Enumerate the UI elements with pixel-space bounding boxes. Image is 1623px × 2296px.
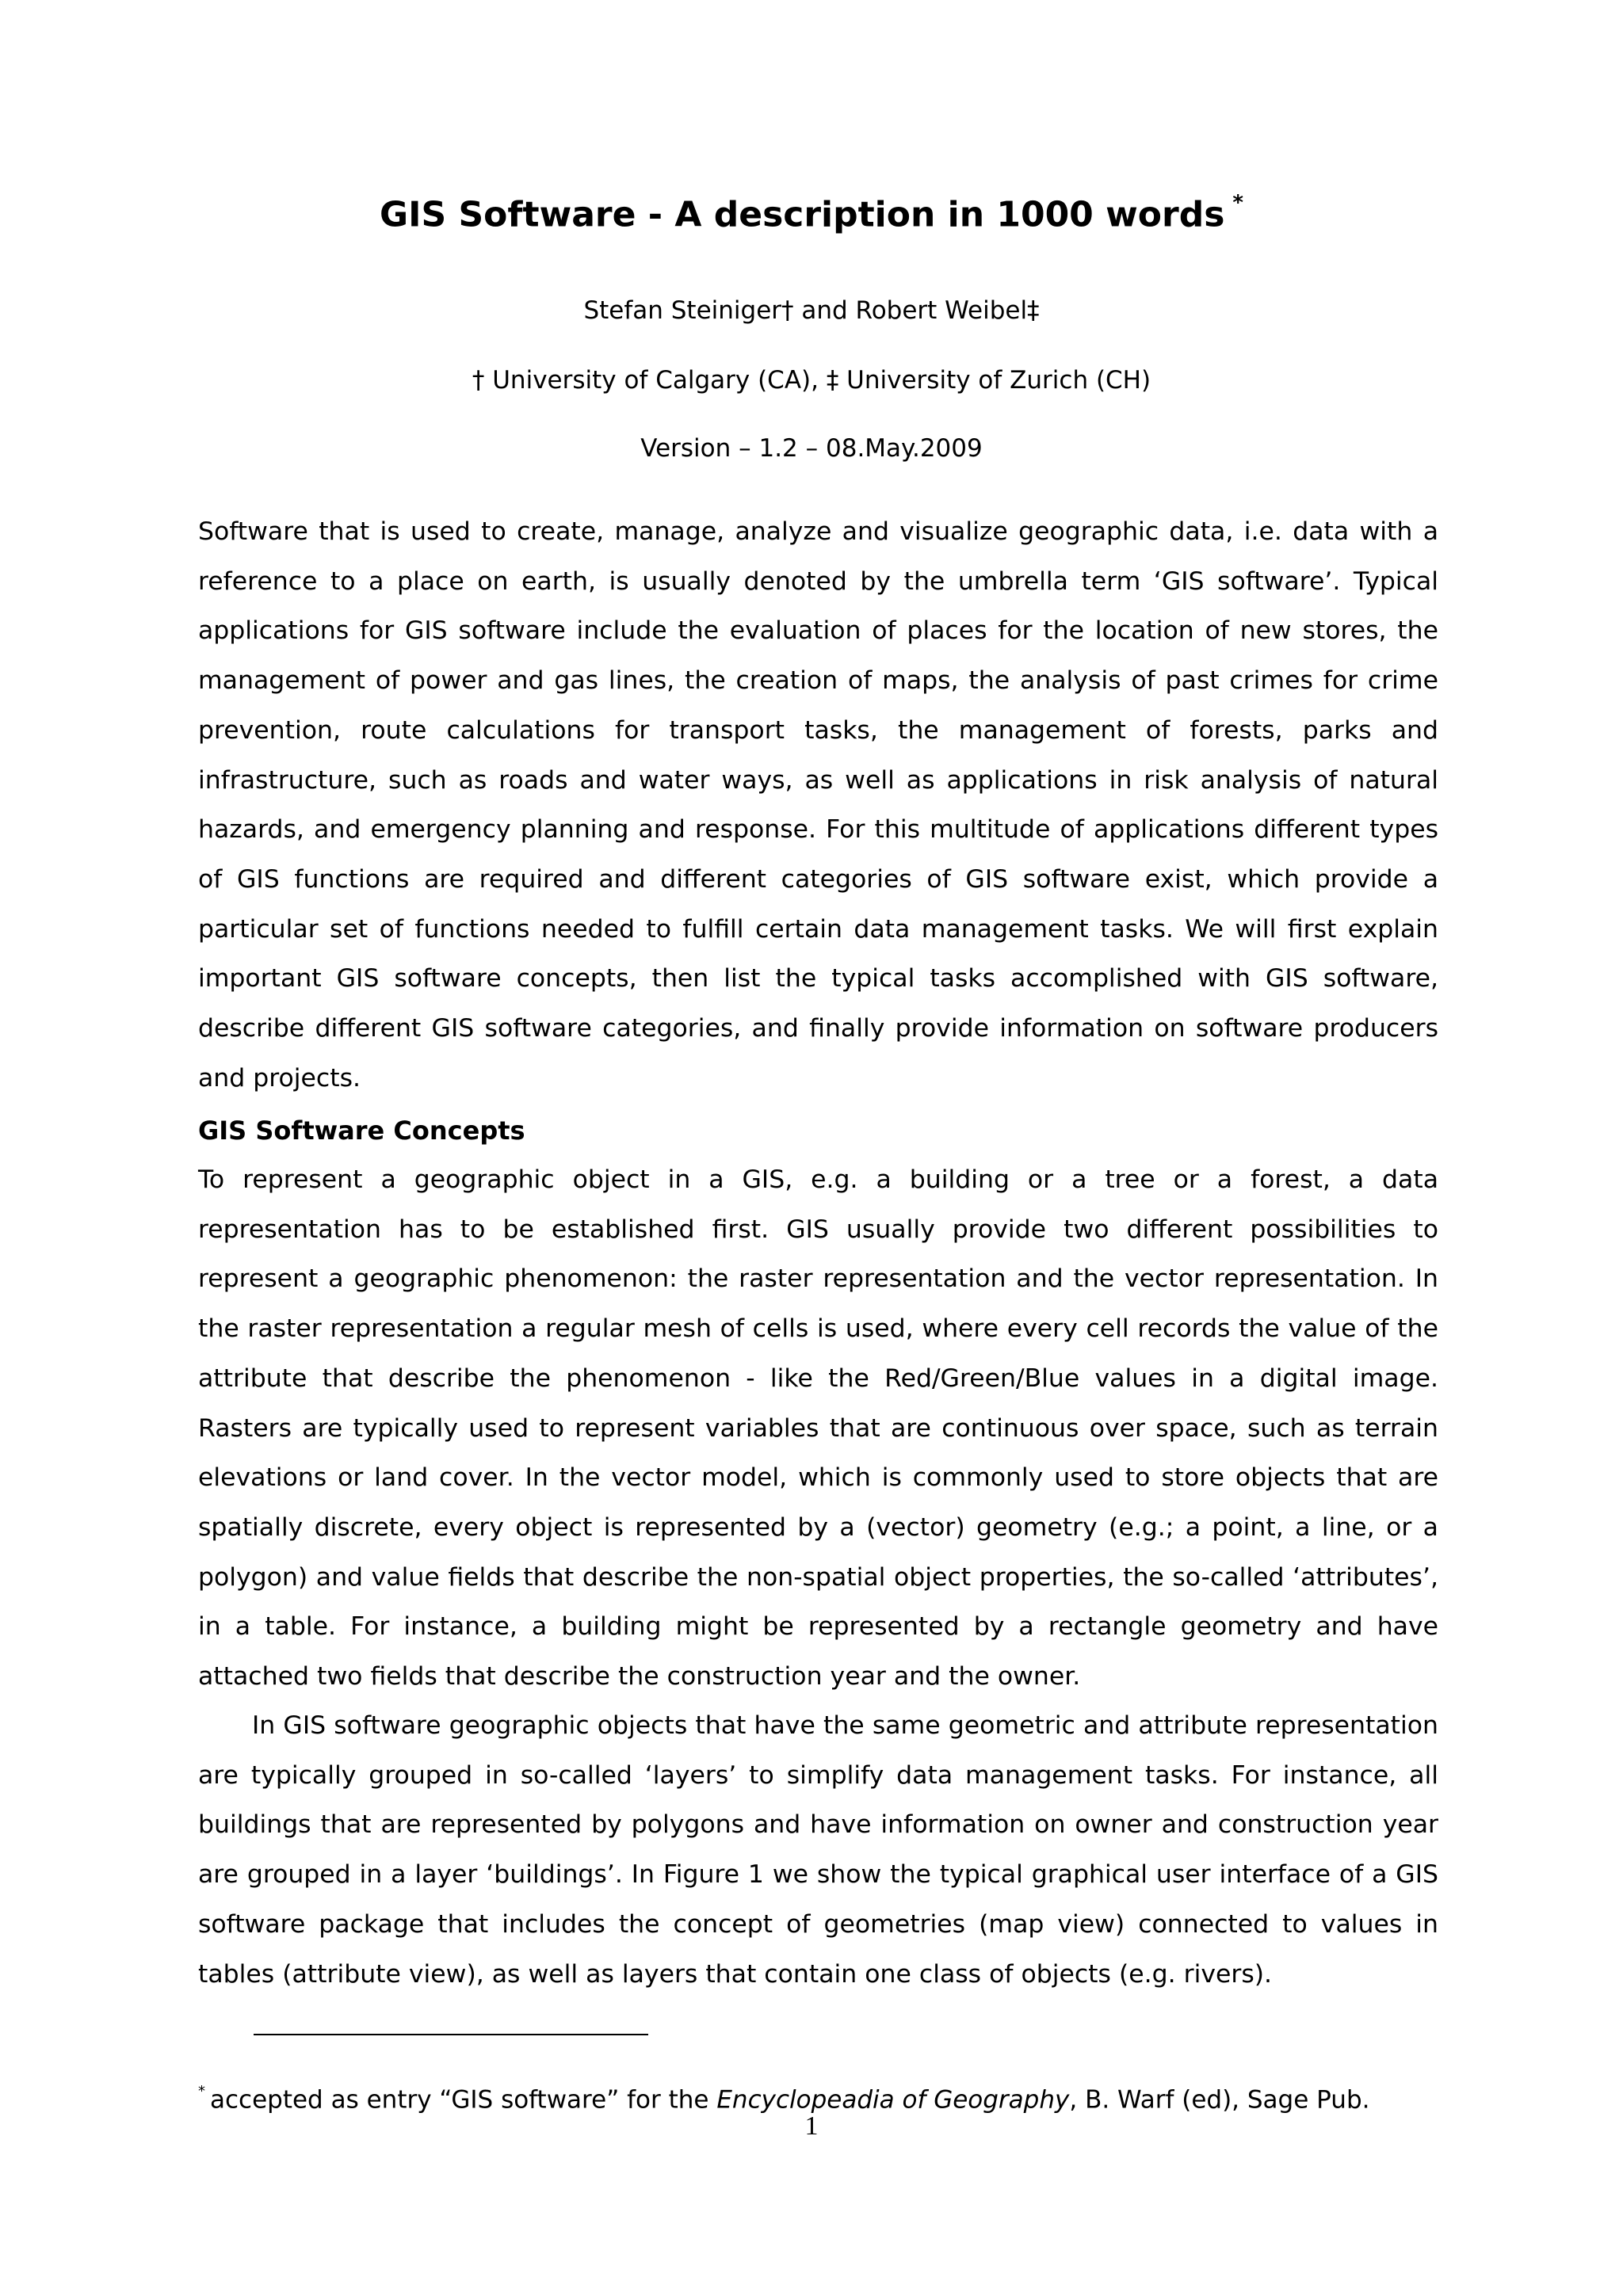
footnote-italic-title: Encyclopeadia of Geography (716, 2085, 1070, 2115)
footnote-marker: * (198, 2083, 205, 2100)
paper-title (0, 184, 1623, 239)
page-number: 1 (804, 2111, 819, 2141)
paper-title-text: GIS Software - A description in 1000 words (380, 194, 1225, 235)
section-paragraph-1: To represent a geographic object in a GIS, e.g. a building or a tree or a forest, a data representation has to be established first. GIS usually provide two different possibilities to represent a geographic phenomenon: the raster representation and the vector representation. In the raster representation a regular mesh of cells is used, where every cell records the value of the attribute that describe the phenomenon - like the Red/Green/Blue values in a digital image. Rasters are typically used to represent variables that are continuous over space, such as terrain elevations or land cover. In the vector model, which is commonly used to store objects that are spatially discrete, every object is represented by a (vector) geometry (e.g.; a point, a line, or a polygon) and value fields that describe the non-spatial object properties, the so-called ‘attributes’, in a table. For instance, a building might be represented by a rectangle geometry and have attached two fields that describe the construction year and the owner. (198, 1165, 1438, 1691)
author-list: Stefan Steiniger† and Robert Weibel‡ (583, 296, 1040, 325)
title-footnote-marker: * (1232, 191, 1243, 215)
footnote-text-after: , B. Warf (ed), Sage Pub. (1069, 2085, 1370, 2115)
section-paragraph-2: In GIS software geographic objects that have the same geometric and attribute representation are typically grouped in so-called ‘layers’ to simplify data management tasks. For instance, all buildings that are represented by polygons and have information on owner and construction year are grouped in a layer ‘buildings’. In Figure 1 we show the typical graphical user interface of a GIS software package that includes the concept of geometries (map view) connected to values in tables (attribute view), as well as layers that contain one class of objects (e.g. rivers). (198, 1711, 1438, 1989)
section-heading: GIS Software Concepts (198, 1116, 525, 1146)
footnote-text-before: accepted as entry “GIS software” for the (210, 2085, 717, 2115)
footnote-divider (254, 2034, 648, 2035)
version-line: Version – 1.2 – 08.May.2009 (640, 434, 983, 463)
intro-paragraph: Software that is used to create, manage, analyze and visualize geographic data, i.e. data with a reference to a place on earth, is usually denoted by the umbrella term ‘GIS software’. Typical applications for GIS software include the evaluation of places for the location of new stores, the management of power and gas lines, the creation of maps, the analysis of past crimes for crime prevention, route calculations for transport tasks, the management of forests, parks and infrastructure, such as roads and water ways, as well as applications in risk analysis of natural hazards, and emergency planning and response. For this multitude of applications different types of GIS functions are required and different categories of GIS software exist, which provide a particular set of functions needed to fulfill certain data management tasks. We will first explain important GIS software concepts, then list the typical tasks accomplished with GIS software, describe different GIS software categories, and finally provide information on software producers and projects. (198, 517, 1438, 1093)
affiliations: † University of Calgary (CA), ‡ University of Zurich (CH) (472, 366, 1151, 395)
